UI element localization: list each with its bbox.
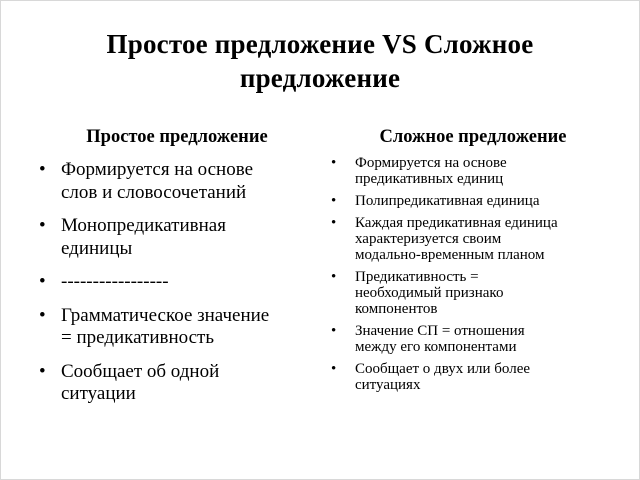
list-item <box>331 323 611 355</box>
list-item-text: слов и словосочетаний <box>61 181 247 203</box>
list-item-text: Полипредикативная единица <box>355 193 540 209</box>
list-item-text: Формируется на основе <box>355 155 507 171</box>
slide-title-line-1: Простое предложение VS Сложное <box>106 29 534 59</box>
list-item <box>331 193 611 209</box>
list-item-text: Монопредикативная <box>61 215 226 236</box>
bullet-icon: • <box>331 269 337 285</box>
bullet-icon: • <box>331 155 337 171</box>
slide-title <box>1 27 639 95</box>
list-item-text: необходимый признако <box>355 285 504 301</box>
bullet-icon: • <box>39 271 46 292</box>
slide-title-line-2: предложение <box>239 63 401 93</box>
bullet-icon: • <box>331 215 337 231</box>
list-item-text: Сообщает об одной <box>61 360 220 382</box>
list-item <box>331 361 611 393</box>
list-item <box>39 159 309 204</box>
list-item <box>39 361 309 406</box>
complex-sentence-heading: Сложное предложение <box>379 127 567 147</box>
list-item-text: = предикативность <box>61 327 215 348</box>
list-item-text: Значение СП = отношения <box>355 323 525 339</box>
simple-sentence-list <box>39 159 309 417</box>
simple-sentence-heading: Простое предложение <box>86 127 268 147</box>
list-item-text: компонентов <box>355 301 438 317</box>
bullet-icon: • <box>331 361 337 377</box>
bullet-icon: • <box>39 360 46 382</box>
bullet-icon: • <box>331 193 337 209</box>
list-item-text: ситуациях <box>355 377 421 393</box>
bullet-icon: • <box>39 304 46 326</box>
list-item-text: ----------------- <box>61 271 169 292</box>
list-item-text: Сообщает о двух или более <box>355 361 531 377</box>
list-item-text: характеризуется своим <box>355 231 502 247</box>
list-item <box>39 305 309 350</box>
list-item <box>39 215 309 260</box>
list-item <box>331 215 611 263</box>
list-item <box>331 155 611 187</box>
bullet-icon: • <box>331 323 337 339</box>
complex-sentence-list <box>331 155 611 399</box>
list-item-text: Каждая предикативная единица <box>355 215 558 231</box>
bullet-icon: • <box>39 159 46 180</box>
list-item-text: ситуации <box>61 383 136 404</box>
list-item-text: Грамматическое значение <box>61 304 270 326</box>
list-item-text: Предикативность = <box>355 269 479 285</box>
list-item-text: единицы <box>61 237 133 259</box>
list-item-text: Формируется на основе <box>61 159 254 180</box>
list-item-text: предикативных единиц <box>355 171 504 187</box>
list-item <box>331 269 611 317</box>
bullet-icon: • <box>39 215 46 236</box>
list-item-text: между его компонентами <box>355 339 517 355</box>
list-item <box>39 271 309 294</box>
list-item-text: модально-временным планом <box>355 247 545 263</box>
